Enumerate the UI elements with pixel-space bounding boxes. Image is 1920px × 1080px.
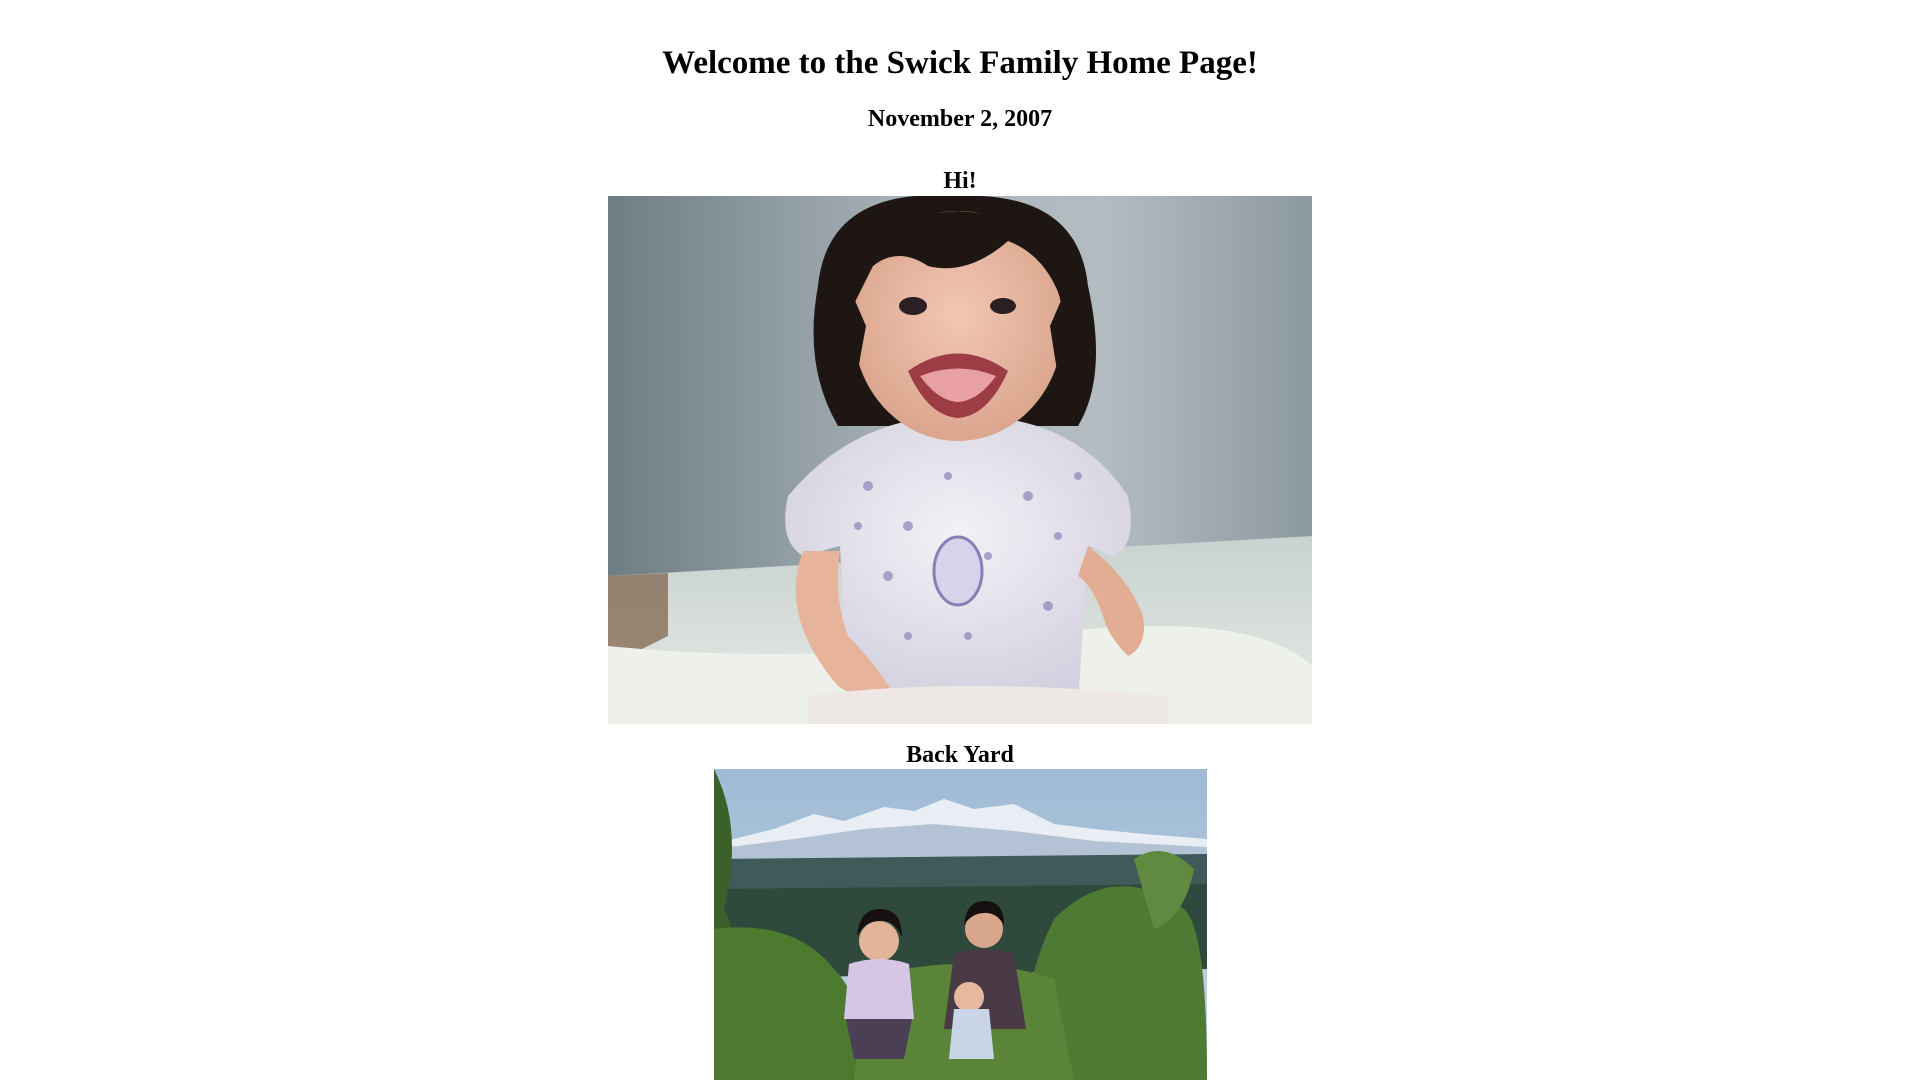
page-title: Welcome to the Swick Family Home Page! (662, 45, 1258, 81)
baby-photo (608, 196, 1312, 724)
backyard-photo (714, 769, 1207, 1080)
baby-photo-illustration (608, 196, 1312, 724)
backyard-photo-illustration (714, 769, 1207, 1080)
photo-caption-hi: Hi! (943, 168, 977, 194)
page-date: November 2, 2007 (867, 106, 1053, 132)
photo-caption-back-yard: Back Yard (906, 742, 1014, 768)
